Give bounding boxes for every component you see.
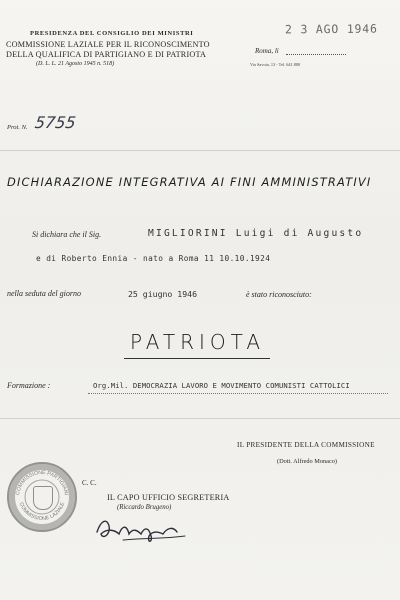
handwritten-signature <box>93 512 203 551</box>
qualifica-title: PATRIOTA <box>130 330 266 354</box>
fold-line <box>0 150 400 151</box>
president-title: IL PRESIDENTE DELLA COMMISSIONE <box>237 441 375 449</box>
declared-name: MIGLIORINI Luigi di Augusto <box>148 228 364 239</box>
secretary-title: IL CAPO UFFICIO SEGRETERIA <box>107 493 230 502</box>
official-seal-icon <box>7 462 77 532</box>
secretary-cc: C. C. <box>82 479 97 487</box>
place-address: Via Savoia, 13 - Tel. 641.880 <box>250 62 301 67</box>
protocol-label: Prot. N. <box>7 124 28 131</box>
svg-text:COMMISSIONE PARTIGIANI: COMMISSIONE PARTIGIANI <box>15 469 69 496</box>
place-date-line <box>286 54 346 55</box>
recognized-label: è stato riconosciuto: <box>246 290 312 299</box>
declaration-intro: Si dichiara che il Sig. <box>32 230 102 239</box>
session-label: nella seduta del giorno <box>7 289 81 298</box>
seal-emblem-icon <box>33 486 53 510</box>
formation-value: Org.Mil. DEMOCRAZIA LAVORO E MOVIMENTO COMUNISTI CATTOLICI <box>93 381 350 390</box>
president-name: (Dott. Alfredo Monaco) <box>277 458 337 465</box>
place-city: Roma, li <box>255 47 279 55</box>
formation-line <box>88 393 388 394</box>
document-title: DICHIARAZIONE INTEGRATIVA AI FINI AMMINISTRATIVI <box>7 175 372 189</box>
header-presidenza: PRESIDENZA DEL CONSIGLIO DEI MINISTRI <box>30 30 194 37</box>
parents-birth-info: e di Roberto Ennia - nato a Roma 11 10.10.1924 <box>36 254 271 263</box>
svg-text:COMMISSIONE LAZIALE: COMMISSIONE LAZIALE <box>17 501 67 523</box>
session-date: 25 giugno 1946 <box>128 289 198 299</box>
header-qualifica: DELLA QUALIFICA DI PARTIGIANO E DI PATRIOTA <box>6 50 207 59</box>
fold-line <box>0 418 400 419</box>
header-commissione: COMMISSIONE LAZIALE PER IL RICONOSCIMENTO <box>6 40 210 49</box>
secretary-name: (Riccardo Brugeno) <box>117 504 172 511</box>
date-stamp: 2 3 AGO 1946 <box>284 21 378 37</box>
formation-label: Formazione : <box>7 381 51 390</box>
protocol-number: 5755 <box>33 113 78 132</box>
qualifica-underline <box>124 358 270 359</box>
header-decree: (D. L. L. 21 Agosto 1945 n. 518) <box>36 61 115 67</box>
